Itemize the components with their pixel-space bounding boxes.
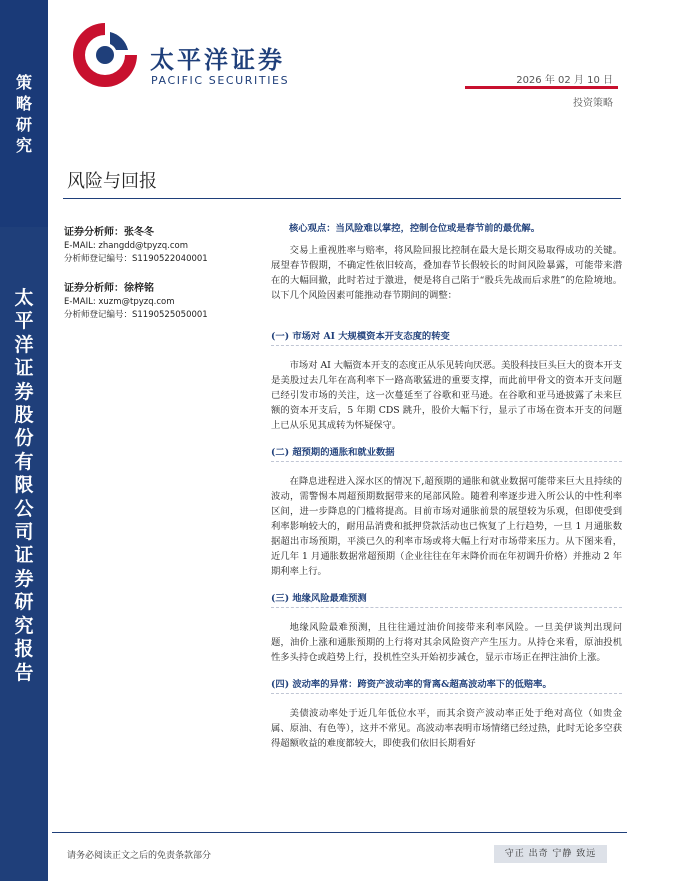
core-view: 核心观点：当风险难以掌控，控制仓位或是春节前的最优解。 xyxy=(289,223,541,234)
footer-disclaimer: 请务必阅读正文之后的免责条款部分 xyxy=(67,851,212,861)
analyst-card xyxy=(64,225,279,266)
intro-paragraph: 交易上重视胜率与赔率，将风险回报比控制在最大是长期交易取得成功的关键。展望春节假期，不确定性依旧较高，叠加春节长假较长的时间风险暴露，可能带来潜在的大幅回撤，此时若过于激进，便是将自己陷于“骰兵先战而后求胜”的危险境地。以下几个风险因素可能推动春节期间的调整： xyxy=(271,245,622,301)
footer-motto: 守正 出奇 宁静 致远 xyxy=(494,845,607,863)
page-title: 风险与回报 xyxy=(67,171,157,192)
brand-name-en: PACIFIC SECURITIES xyxy=(151,74,290,87)
analyst-registration: 分析师登记编号：S1190525050001 xyxy=(64,310,208,320)
section-body: 在降息进程进入深水区的情况下,超预期的通胀和就业数据可能带来巨大且持续的波动，需警惕本周超预期数据带来的尾部风险。随着利率逐步进入所公认的中性利率区间，进一步降息的门槛将提高。目前市场对通胀前景的展望较为乐观，但即使受到利率影响较大的，耐用品消费和抵押贷款活动也已恢复了上行趋势，一旦 1 月通胀数据超出市场预期，平淡已久的利率市场或将大幅上行对市场带来压力。从下图来看，近几年 1 月通胀数据常超预期（企业往往在年末降价而在年初调升价格）并推动 2 年期利率上行。 xyxy=(271,476,622,577)
analyst-email[interactable]: E-MAIL: zhangdd@tpyzq.com xyxy=(64,241,188,251)
analyst-card xyxy=(64,281,279,322)
sidebar-label-strategy: 策 略 研 究 xyxy=(15,73,32,155)
analyst-email[interactable]: E-MAIL: xuzm@tpyzq.com xyxy=(64,297,175,307)
header-red-rule xyxy=(465,86,618,89)
footer-divider xyxy=(52,832,627,833)
report-date: 2026 年 02 月 10 日 xyxy=(516,75,613,86)
report-category: 投资策略 xyxy=(573,98,613,109)
analyst-role: 证券分析师：徐梓铭 xyxy=(64,283,154,294)
section-heading: (四) 波动率的异常：跨资产波动率的背离&超高波动率下的低赔率。 xyxy=(271,677,622,694)
section-body: 地缘风险最难预测，且往往通过油价间接带来利率风险。一旦美伊谈判出现问题，油价上涨和通胀预期的上行将对其余风险资产产生压力。从持仓来看，原油投机性多头持仓或趋势上行，投机性空头开始初步减仓，显示市场正在押注油价上涨。 xyxy=(271,622,622,663)
pacific-logo-icon xyxy=(70,20,140,90)
analyst-registration: 分析师登记编号：S1190522040001 xyxy=(64,254,208,264)
analyst-role: 证券分析师：张冬冬 xyxy=(64,227,154,238)
brand-name-cn: 太平洋证券 xyxy=(150,46,285,74)
section-body: 市场对 AI 大幅资本开支的态度正从乐见转向厌恶。美股科技巨头巨大的资本开支是美股过去几年在高利率下一路高歌猛进的重要支撑，而此前甲骨文的资本开支问题已经引发市场的关注，这一次蔓延至了谷歌和亚马逊。在谷歌和亚马逊披露了未来巨额的资本开支后，5 年期 CDS 跳升，股价大幅下行，显示了市场在资本开支的问题上已从乐见其成转为怀疑保守。 xyxy=(271,360,622,431)
report-body xyxy=(271,221,622,761)
section-body: 美债波动率处于近几年低位水平，而其余资产波动率正处于绝对高位（如贵金属、原油、有色等），这并不常见。高波动率表明市场情绪已经过热，此时无论多空获得超额收益的难度都较大，即使我们依旧长期看好 xyxy=(271,708,622,749)
section-heading: (二) 超预期的通胀和就业数据 xyxy=(271,445,622,462)
section-heading: (一) 市场对 AI 大规模资本开支态度的转变 xyxy=(271,329,622,346)
sidebar-label-company: 太 平 洋 证 券 股 份 有 限 公 司 证 券 研 究 报 告 xyxy=(14,287,34,684)
section-heading: (三) 地缘风险最难预测 xyxy=(271,591,622,608)
title-divider xyxy=(63,198,621,199)
